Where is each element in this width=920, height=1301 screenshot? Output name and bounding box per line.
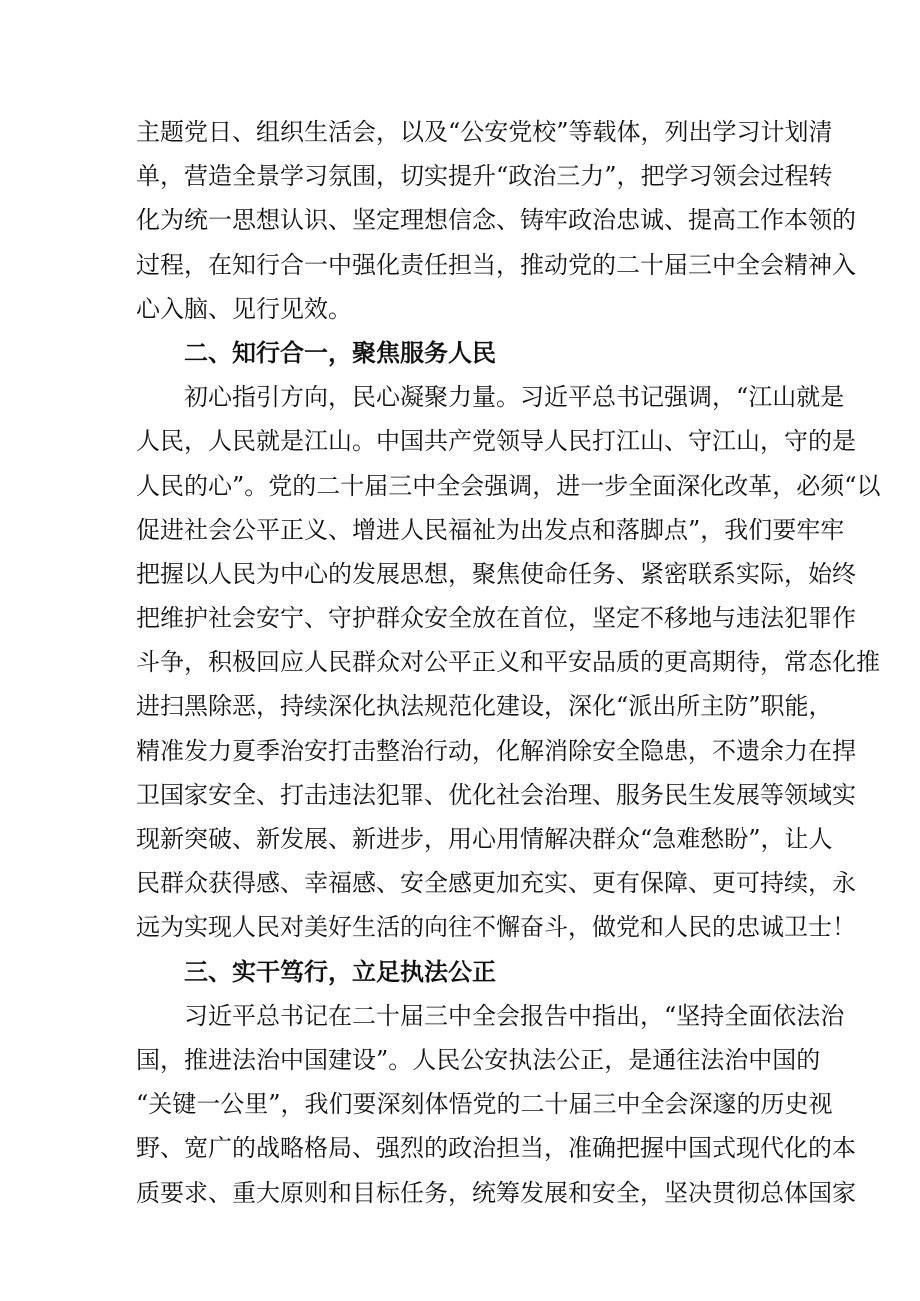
section-heading-2: 二、知行合一，聚焦服务人民	[184, 338, 496, 367]
text-line: 单，营造全景学习氛围，切实提升“政治三力”，把学习领会过程转	[136, 162, 833, 191]
text-line: 把维护社会安宁、守护群众安全放在首位，坚定不移地与违法犯罪作	[136, 604, 856, 633]
text-line: 促进社会公平正义、增进人民福祉为出发点和落脚点”，我们要牢牢	[136, 515, 845, 544]
text-line: 国，推进法治中国建设”。人民公安执法公正，是通往法治中国的	[136, 1045, 821, 1074]
text-line: 化为统一思想认识、坚定理想信念、铸牢政治忠诚、提高工作本领的	[136, 206, 856, 235]
text-line: 民群众获得感、幸福感、安全感更加充实、更有保障、更可持续，永	[136, 869, 856, 898]
text-line: 野、宽广的战略格局、强烈的政治担当，准确把握中国式现代化的本	[136, 1134, 856, 1163]
paragraph-first-line: 习近平总书记在二十届三中全会报告中指出，“坚持全面依法治	[184, 1001, 845, 1030]
text-line: “关键一公里”，我们要深刻体悟党的二十届三中全会深邃的历史视	[136, 1090, 833, 1119]
text-line: 进扫黑除恶，持续深化执法规范化建设，深化“派出所主防”职能，	[136, 692, 833, 721]
section-heading-3: 三、实干笃行，立足执法公正	[184, 957, 496, 986]
text-line: 把握以人民为中心的发展思想，聚焦使命任务、紧密联系实际，始终	[136, 559, 856, 588]
text-line: 斗争，积极回应人民群众对公平正义和平安品质的更高期待，常态化推	[136, 648, 880, 677]
paragraph-first-line: 初心指引方向，民心凝聚力量。习近平总书记强调，“江山就是	[184, 383, 845, 412]
paragraph-end-line: 心入脑、见行见效。	[136, 294, 352, 323]
body-text	[136, 110, 881, 1215]
text-line: 现新突破、新发展、新进步，用心用情解决群众“急难愁盼”，让人	[136, 825, 833, 853]
text-line: 过程，在知行合一中强化责任担当，推动党的二十届三中全会精神入	[136, 250, 856, 279]
text-line: 主题党日、组织生活会，以及“公安党校”等载体，列出学习计划清	[136, 118, 833, 146]
text-line: 人民的心”。党的二十届三中全会强调，进一步全面深化改革，必须“以	[136, 471, 881, 500]
text-line: 质要求、重大原则和目标任务，统筹发展和安全，坚决贯彻总体国家	[136, 1178, 856, 1207]
text-line: 卫国家安全、打击违法犯罪、优化社会治理、服务民生发展等领域实	[136, 780, 856, 809]
text-line: 人民，人民就是江山。中国共产党领导人民打江山、守江山，守的是	[136, 427, 856, 456]
paragraph-end-line: 远为实现人民对美好生活的向往不懈奋斗，做党和人民的忠诚卫士！	[136, 913, 856, 942]
text-line: 精准发力夏季治安打击整治行动，化解消除安全隐患，不遗余力在捍	[136, 736, 856, 765]
